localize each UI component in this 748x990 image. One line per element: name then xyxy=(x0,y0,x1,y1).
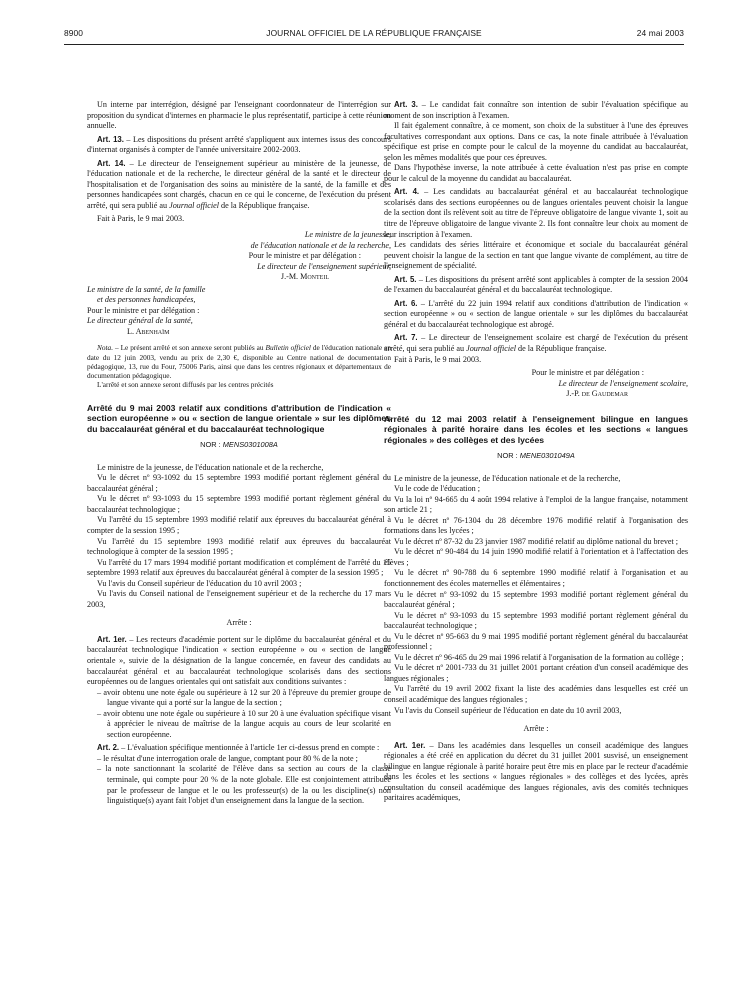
paragraph: Dans l'hypothèse inverse, la note attribuée à cette évaluation n'est pas prise en compte pour le calcul de la moyenne du candidat au baccalauréat. xyxy=(384,163,688,183)
article-2 xyxy=(87,743,391,754)
issue-date: 24 mai 2003 xyxy=(636,28,684,38)
visa: Vu le décret nº 2001-733 du 31 juillet 2001 portant création d'un conseil académique des langues régionales ; xyxy=(384,663,688,683)
condition-list xyxy=(87,688,391,741)
article-label: Art. 1er. xyxy=(394,740,426,750)
article-label: Art. 2. xyxy=(97,743,120,753)
article-label: Art. 14. xyxy=(97,158,126,168)
article-text: – Les candidats au baccalauréat général et au baccalauréat technologique scolarisés dans des sections européennes ou de langues orientales peuvent choisir la langue de la section dont ils relèvent soit au titre de l'épreuve obligatoire de langue vivante 1, soit au titre de l'épreuve obligatoire de langue vivante 2. Ils font connaître leur choix au moment de leur inscription à l'examen. xyxy=(384,187,688,239)
list-item: – la note sanctionnant la scolarité de l'élève dans sa section au cours de la classe terminale, qui compte pour 20 % de la note globale. Elle est conjointement attribuée par le professeur de langue et le ou les professeur(s) de la ou les discipline(s) non linguistique(s) ayant fait l'objet d'un enseignement dans la langue de la section. xyxy=(97,764,391,806)
paragraph: Il fait également connaître, à ce moment, son choix de la substituer à l'une des épreuves facultatives correspondant aux options. Dans ce cas, la note finale attribuée à l'évaluation spécifique est prise en compte pour le calcul de la moyenne du candidat au baccalauréat, selon les mêmes modalités que pour ces épreuves. xyxy=(384,121,688,162)
signature-line: Le ministre de la santé, de la famille xyxy=(87,284,206,294)
nota-block xyxy=(87,343,391,388)
visa: Vu le décret nº 93-1093 du 15 septembre 1993 modifié portant règlement général du baccalauréat technologique ; xyxy=(87,494,391,514)
list-item: – avoir obtenu une note égale ou supérieure à 12 sur 20 à l'épreuve du premier groupe de langue vivante qui a porté sur la langue de la section ; xyxy=(97,687,391,708)
visa: Vu l'avis du Conseil supérieur de l'éducation du 10 avril 2003 ; xyxy=(97,578,302,588)
article-label: Art. 3. xyxy=(394,100,418,109)
visa: Vu le décret nº 93-1093 du 15 septembre 1993 modifié portant règlement général du baccalauréat technologique ; xyxy=(384,610,688,631)
paragraph: Un interne par interrégion, désigné par l'enseignant coordonnateur de l'interrégion sur proposition du syndicat d'internes en pharmacie le plus représentatif, participe à cette réunion annuelle. xyxy=(87,100,391,131)
arrete-heading: Arrête : xyxy=(226,618,252,628)
signature-line: Pour le ministre et par délégation : xyxy=(531,368,644,378)
article-14 xyxy=(87,159,391,212)
journal-reference: Journal officiel xyxy=(169,200,219,210)
article-3 xyxy=(384,100,688,121)
right-column xyxy=(384,100,688,804)
signature-block xyxy=(87,285,391,338)
visa: Vu l'avis du Conseil supérieur de l'éducation en date du 10 avril 2003, xyxy=(394,705,622,715)
signature-line: Le directeur de l'enseignement scolaire, xyxy=(558,378,688,388)
page-header xyxy=(64,28,684,42)
article-text: – Les dispositions du présent arrêté s'appliquent aux internes issus des concours d'internat organisés à compter de l'année universitaire 2002-2003. xyxy=(87,134,391,155)
nor-reference xyxy=(87,440,391,451)
journal-title: JOURNAL OFFICIEL DE LA RÉPUBLIQUE FRANÇAISE xyxy=(266,28,482,38)
visa: Vu le décret nº 90-788 du 6 septembre 1990 modifié relatif à l'organisation et au fonctionnement des écoles maternelles et élémentaires ; xyxy=(384,568,688,588)
fait-a-paris: Fait à Paris, le 9 mai 2003. xyxy=(97,214,185,224)
nota-text-part: – Le présent arrêté et son annexe seront publiés au xyxy=(113,343,266,353)
article-label: Art. 1er. xyxy=(97,634,127,644)
article-label: Art. 5. xyxy=(394,274,417,284)
nota-label: Nota. xyxy=(97,343,114,353)
article-text: – Les recteurs d'académie portent sur le diplôme du baccalauréat général et du baccalauréat technologique l'indication « section européenne » ou « section de langue orientale », suivie de la désignation de la langue concernée, en faveur des candidats au baccalauréat général et au baccalauréat technologique scolarisés dans des sections européennes ou de langues orientales qui ont satisfait aux conditions suivantes : xyxy=(87,634,391,687)
article-label: Art. 6. xyxy=(394,298,418,308)
signature-line: Le ministre de la jeunesse, xyxy=(304,230,391,240)
signature-line: Pour le ministre et par délégation : xyxy=(87,305,200,315)
article-1 xyxy=(87,635,391,688)
nota-text xyxy=(87,343,391,379)
article-label: Art. 13. xyxy=(97,134,124,144)
signature-line: de l'éducation nationale et de la recherche, xyxy=(250,240,391,250)
article-text: – Le candidat fait connaître son intention de subir l'évaluation spécifique au moment de son inscription à l'examen. xyxy=(384,100,688,120)
visa: Vu l'arrêté du 17 mars 1994 modifié portant modification et complément de l'arrêté du 15 septembre 1993 relatif aux épreuves du baccalauréat général à compter de la session 1995 ; xyxy=(87,557,391,578)
nota-text-part: de l'éducation nationale en date du 12 juin 2003, vendu au prix de 2,30 €, disponible au Centre national de documentation pédagogique, 13, rue du Four, 75006 Paris, ainsi que dans les centres régionaux et départementaux de documentation pédagogique. xyxy=(87,343,391,380)
signature-line: et des personnes handicapées, xyxy=(97,295,196,305)
bulletin-reference: Bulletin officiel xyxy=(265,343,311,353)
header-rule xyxy=(64,44,684,45)
visa: Vu le code de l'éducation ; xyxy=(394,484,481,494)
nor-reference xyxy=(384,451,688,462)
article-text: – Le directeur de l'enseignement supérieur au ministère de la jeunesse, de l'éducation nationale et de la recherche, le directeur général de la santé et le directeur de l'hospitalisation et de l'organisation des soins au ministère de la santé, de la famille et des personnes handicapées sont chargés, chacun en ce qui le concerne, de l'exécution du présent arrêté, qui sera publié au xyxy=(87,158,391,210)
article-text: – L'évaluation spécifique mentionnée à l'article 1er ci-dessus prend en compte : xyxy=(119,743,380,753)
article-label: Art. 7. xyxy=(394,333,418,343)
page-number: 8900 xyxy=(64,28,84,38)
paragraph: Le ministre de la jeunesse, de l'éducation nationale et de la recherche, xyxy=(97,462,324,472)
arrete-heading: Arrête : xyxy=(523,724,549,734)
fait-a-paris: Fait à Paris, le 9 mai 2003. xyxy=(394,354,482,364)
article-text: – Les dispositions du présent arrêté sont applicables à compter de la session 2004 de l'examen du baccalauréat général et du baccalauréat technologique. xyxy=(384,274,688,295)
signature-block xyxy=(87,230,391,283)
visa: Vu le décret nº 96-465 du 29 mai 1996 relatif à l'organisation de la formation au collège ; xyxy=(394,652,684,662)
paragraph: Le ministre de la jeunesse, de l'éducation nationale et de la recherche, xyxy=(394,473,621,483)
left-column xyxy=(87,100,391,807)
journal-reference: Journal officiel xyxy=(466,344,516,354)
article-6 xyxy=(384,299,688,331)
article-text: – Le directeur de l'enseignement scolaire est chargé de l'exécution du présent arrêté, qui sera publié au xyxy=(384,333,688,354)
article-text: de la République française. xyxy=(219,200,310,210)
decree-title: Arrêté du 12 mai 2003 relatif à l'enseignement bilingue en langues régionales à parité horaire dans les écoles et les sections « langues régionales » des collèges et des lycées xyxy=(384,413,688,445)
signature-line: Le directeur de l'enseignement supérieur, xyxy=(257,261,391,271)
visa: Vu le décret nº 93-1092 du 15 septembre 1993 modifié portant règlement général du baccalauréat général ; xyxy=(87,473,391,493)
nor-code: MENS0301008A xyxy=(222,440,278,450)
signatory-name: L. Abenhaïm xyxy=(127,326,170,336)
article-text: de la République française. xyxy=(516,344,607,354)
article-5 xyxy=(384,275,688,296)
condition-list xyxy=(87,754,391,807)
article-7 xyxy=(384,333,688,354)
nor-code: MENE0301049A xyxy=(519,450,575,460)
visa: Vu le décret nº 90-484 du 14 juin 1990 modifié relatif à l'orientation et à l'affectation des élèves ; xyxy=(384,547,688,567)
signatory-name: J.-P. de Gaudemar xyxy=(566,389,628,399)
list-item: – avoir obtenu une note égale ou supérieure à 10 sur 20 à une évaluation spécifique visant à apprécier le niveau de maîtrise de la langue acquis au cours de leur scolarité en section européenne. xyxy=(97,708,391,739)
article-label: Art. 4. xyxy=(394,187,420,197)
nor-label: NOR : xyxy=(200,440,223,450)
list-item: – le résultat d'une interrogation orale de langue, comptant pour 80 % de la note ; xyxy=(97,753,358,763)
article-text: – L'arrêté du 22 juin 1994 relatif aux conditions d'attribution de l'indication « section européenne » ou « section de langue orientale » sur les diplômes du baccalauréat général et du baccalauréat technologique est abrogé. xyxy=(384,298,688,329)
visa: Vu le décret nº 93-1092 du 15 septembre 1993 modifié portant règlement général du baccalauréat général ; xyxy=(384,589,688,610)
nota-text: L'arrêté et son annexe seront diffusés par les centres précités xyxy=(97,379,274,389)
signature-line: Pour le ministre et par délégation : xyxy=(248,251,361,261)
visa: Vu l'avis du Conseil national de l'enseignement supérieur et de la recherche du 17 mars 2003, xyxy=(87,589,391,609)
decree-title: Arrêté du 9 mai 2003 relatif aux conditions d'attribution de l'indication « section européenne » ou « section de langue orientale » sur les diplômes du baccalauréat général et du baccalauréat technologique xyxy=(87,402,391,434)
signatory-name: J.-M. Monteil xyxy=(280,272,329,282)
paragraph: Les candidats des séries littéraire et économique et sociale du baccalauréat général peuvent choisir la langue de la section en tant que langue vivante de complément, au titre de l'enseignement de spécialité. xyxy=(384,240,688,271)
visa: Vu l'arrêté du 15 septembre 1993 modifié relatif aux épreuves du baccalauréat général à compter de la session 1995 ; xyxy=(87,515,391,535)
visa: Vu le décret nº 76-1304 du 28 décembre 1976 modifié relatif à l'organisation des formations dans les lycées ; xyxy=(384,515,688,536)
visa: Vu la loi nº 94-665 du 4 août 1994 relative à l'emploi de la langue française, notamment son article 21 ; xyxy=(384,494,688,515)
signature-line: Le directeur général de la santé, xyxy=(87,316,193,326)
visa: Vu l'arrêté du 19 avril 2002 fixant la liste des académies dans lesquelles est créé un conseil académique des langues régionales ; xyxy=(384,684,688,705)
visa: Vu le décret nº 95-663 du 9 mai 1995 modifié portant règlement général du baccalauréat professionnel ; xyxy=(384,631,688,652)
visa: Vu l'arrêté du 15 septembre 1993 modifié relatif aux épreuves du baccalauréat technologique à compter de la session 1995 ; xyxy=(87,536,391,557)
article-text: – Dans les académies dans lesquelles un conseil académique des langues régionales a été créé en application du décret du 31 juillet 2001 susvisé, un enseignement bilingue en langue régionale à parité horaire peut être mis en place par le recteur d'académie dans les écoles et les sections « langues régionales » des collèges et des lycées, après consultation du conseil académique des langues régionales, avis des comités techniques paritaires académiques, xyxy=(384,740,688,803)
article-1 xyxy=(384,741,688,804)
signature-block xyxy=(384,368,688,400)
nor-label: NOR : xyxy=(497,450,520,460)
article-4 xyxy=(384,187,688,240)
article-13 xyxy=(87,135,391,156)
visa: Vu le décret nº 87-32 du 23 janvier 1987 modifié relatif au diplôme national du brevet ; xyxy=(394,536,679,546)
